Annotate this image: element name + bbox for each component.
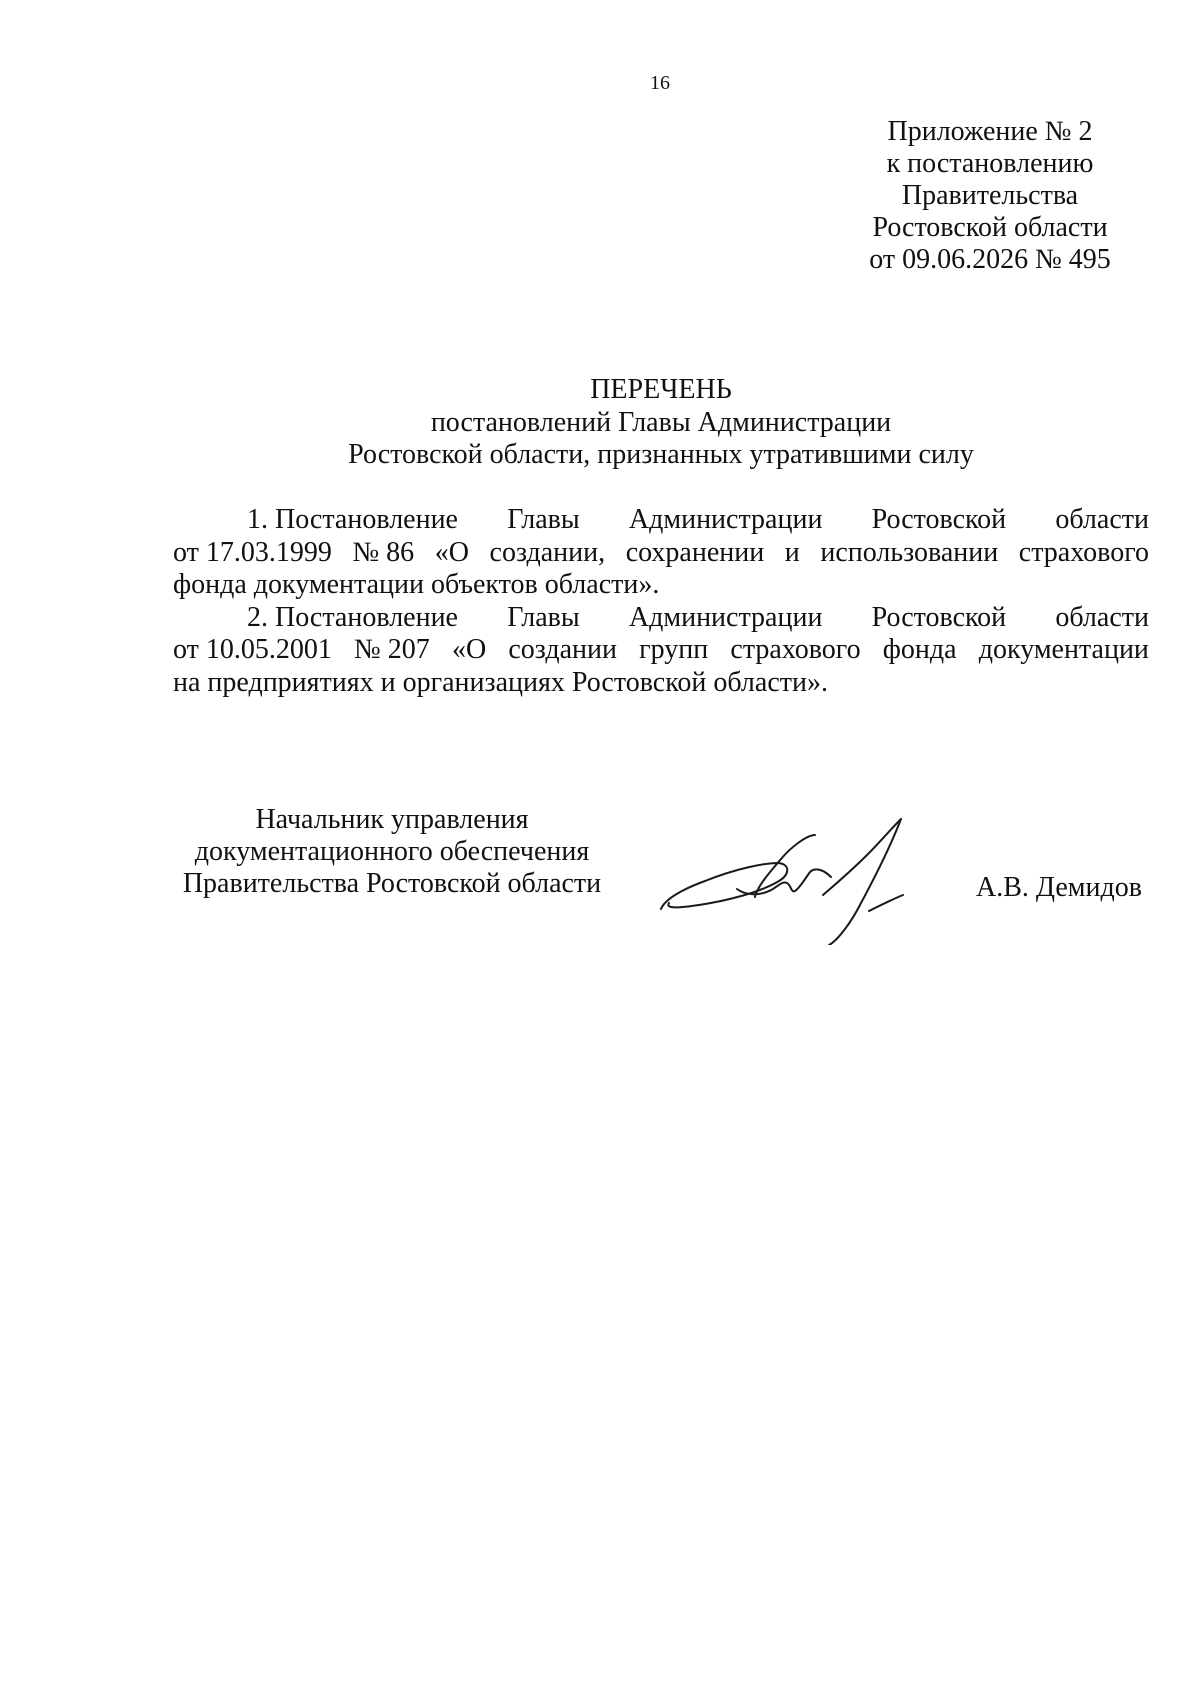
appendix-line: Ростовской области (872, 212, 1108, 243)
item-word: области (1055, 601, 1149, 633)
item-word: фонда (882, 634, 957, 665)
signer-position-line: Начальник управления (255, 804, 529, 835)
list-item (173, 504, 1149, 602)
signer-name: А.В. Демидов (976, 872, 1142, 903)
signer-position-line: Правительства Ростовской области (182, 868, 602, 899)
item-word: документации (978, 634, 1149, 665)
list-item (173, 602, 1149, 700)
item-line (173, 504, 1149, 537)
document-title (0, 374, 1200, 472)
item-line (173, 634, 1149, 667)
item-word: и (784, 536, 800, 568)
appendix-line: от 09.06.2026 № 495 (869, 244, 1111, 275)
item-word: № 86 (352, 536, 415, 568)
item-word: 1. Постановление (247, 504, 458, 535)
handwritten-signature (655, 785, 945, 945)
item-word: от 10.05.2001 (173, 634, 332, 665)
signer-position (172, 804, 612, 900)
item-word: использовании (820, 536, 999, 568)
appendix-line: Правительства (901, 180, 1079, 211)
item-word: страхового (1018, 536, 1149, 568)
item-word: создании (508, 634, 617, 665)
item-word: Главы (507, 504, 580, 535)
item-line (173, 602, 1149, 635)
appendix-line: Приложение № 2 (887, 116, 1093, 147)
item-line (173, 537, 1149, 570)
item-word: сохранении (625, 536, 765, 568)
title-subtitle-line: Ростовской области, признанных утратившими силу (348, 439, 974, 470)
item-word: № 207 (354, 634, 430, 665)
item-word: 2. Постановление (247, 601, 458, 633)
item-word: «О (434, 536, 469, 568)
item-word: создании, (489, 536, 606, 568)
title-subtitle-line: постановлений Главы Администрации (430, 406, 892, 438)
signer-position-line: документационного обеспечения (194, 836, 590, 867)
item-word: Ростовской (871, 601, 1007, 633)
appendix-line: к постановлению (886, 148, 1094, 179)
page-number: 16 (650, 72, 670, 94)
item-word: Главы (507, 601, 580, 633)
item-line: на предприятиях и организациях Ростовской области». (173, 666, 828, 698)
title-heading: ПЕРЕЧЕНЬ (590, 374, 732, 405)
item-word: области (1055, 504, 1149, 535)
item-line: фонда документации объектов области». (173, 569, 660, 600)
item-word: групп (639, 634, 709, 665)
item-word: от 17.03.1999 (173, 536, 332, 568)
item-word: страхового (730, 634, 861, 665)
items-list (173, 504, 1149, 699)
item-word: Администрации (628, 601, 823, 633)
item-word: «О (451, 634, 487, 665)
appendix-block (790, 116, 1190, 276)
item-word: Администрации (628, 504, 823, 535)
item-word: Ростовской (871, 504, 1007, 535)
